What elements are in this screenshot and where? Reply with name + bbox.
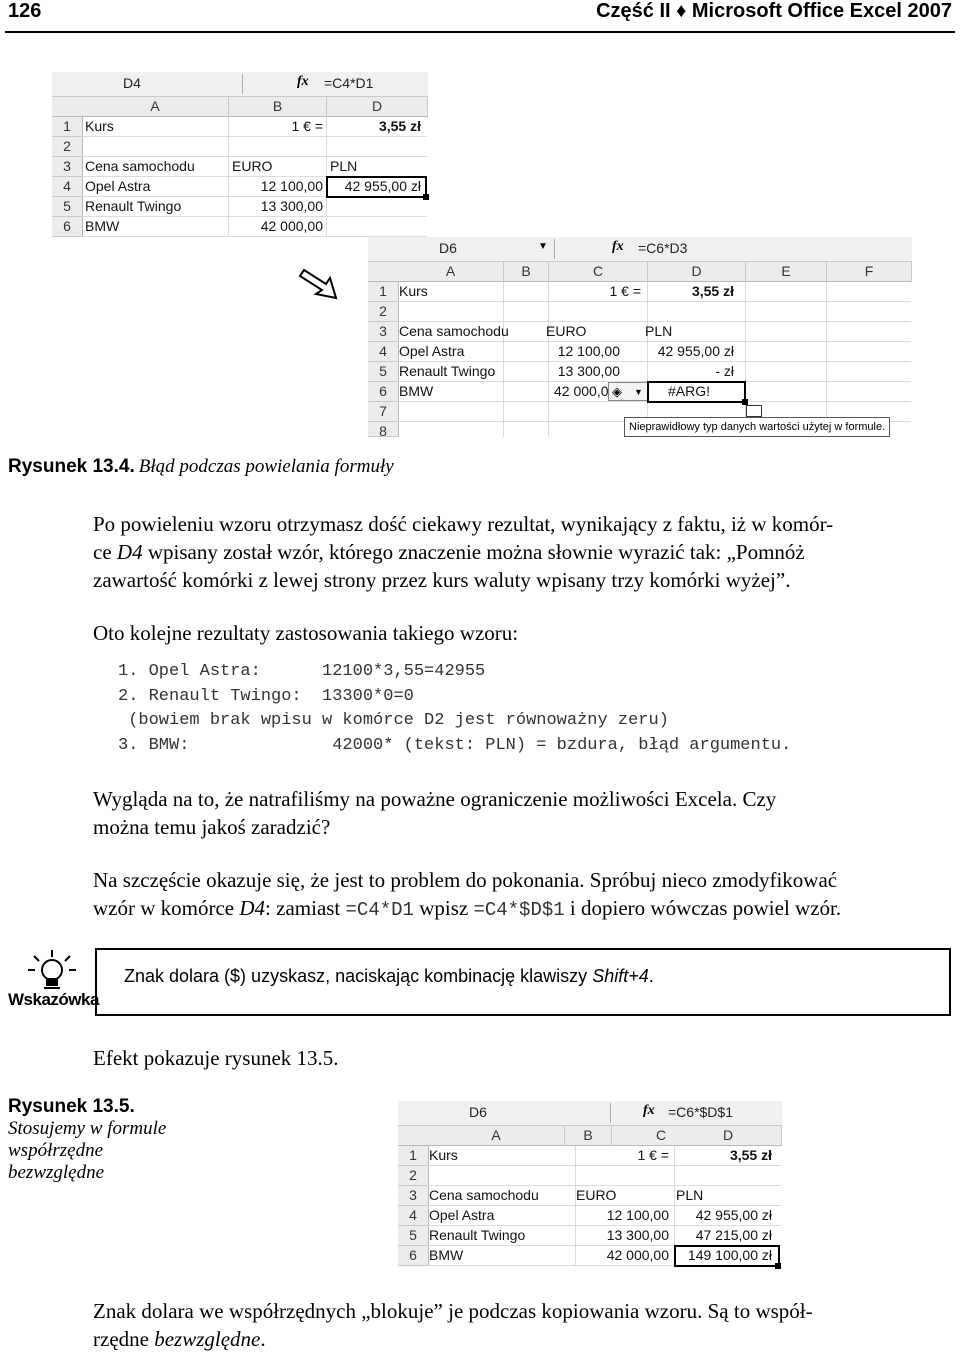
row-header: 2 <box>368 302 399 322</box>
row-header: 2 <box>52 137 83 157</box>
cell-a4: Opel Astra <box>399 343 465 359</box>
row-header: 7 <box>368 402 399 422</box>
figure-label: Rysunek 13.5. <box>8 1096 135 1117</box>
name-box: D6 <box>469 1104 487 1120</box>
row-header: 3 <box>368 322 399 342</box>
text-span: . <box>648 966 654 986</box>
warning-icon: ◈ <box>612 384 622 399</box>
row-header: 1 <box>398 1146 429 1166</box>
figure-caption-text: Błąd podczas powielania formuły <box>138 456 394 477</box>
formula-separator <box>554 239 555 259</box>
page-number: 126 <box>8 0 42 22</box>
cell-reference: D4 <box>116 540 143 564</box>
cell-a1: Kurs <box>399 283 428 299</box>
cell-b6: 42 000,00 <box>606 1247 669 1263</box>
text-line <box>93 1325 953 1353</box>
formula-text: =C6*$D$1 <box>668 1104 733 1120</box>
name-box: D4 <box>123 75 141 91</box>
text-line: można temu jakoś zaradzić? <box>93 815 331 839</box>
formula-separator <box>242 74 243 94</box>
cell-a6: BMW <box>429 1247 464 1263</box>
cell-c4: 42 955,00 zł <box>695 1207 772 1223</box>
cell-b5: 13 300,00 <box>557 363 620 379</box>
column-header: F <box>827 262 912 282</box>
fx-icon: fx <box>643 1103 655 1118</box>
selected-cell-d6 <box>647 381 746 403</box>
row-header: 1 <box>52 117 83 137</box>
cell-c1: 1 € = <box>609 283 641 299</box>
cell-c6: 149 100,00 zł <box>687 1247 772 1263</box>
column-header: B <box>504 262 549 282</box>
cell-c3: PLN <box>645 323 673 339</box>
column-header: E <box>746 262 827 282</box>
cell-a3: Cena samochodu <box>399 323 509 339</box>
spreadsheet-figure-3 <box>398 1101 782 1267</box>
cell-d6: #ARG! <box>668 383 711 399</box>
formula-separator <box>610 1103 611 1123</box>
cell-c1: 1 € = <box>637 1147 669 1163</box>
fill-handle <box>423 194 429 200</box>
cell-a1: Kurs <box>85 118 114 134</box>
name-box-dropdown-icon[interactable]: ▼ <box>538 241 548 252</box>
row-header: 4 <box>368 342 399 362</box>
corner-cell <box>368 262 399 282</box>
row-header: 3 <box>52 157 83 177</box>
paragraph-4 <box>93 866 953 924</box>
header-rule <box>5 31 955 33</box>
cell-b3: EURO <box>232 158 273 174</box>
formula-text: =C6*D3 <box>638 240 688 256</box>
column-header: B <box>229 97 327 117</box>
code-line: (bowiem brak wpisu w komórce D2 jest równoważny zeru) <box>118 711 669 730</box>
cell-b4: 12 100,00 <box>557 343 620 359</box>
autofill-options-icon[interactable] <box>746 405 762 417</box>
corner-cell <box>398 1126 429 1146</box>
cell-a6: BMW <box>399 383 434 399</box>
cell-a5: Renault Twingo <box>85 198 182 214</box>
corner-cell <box>52 97 83 117</box>
column-header: A <box>398 262 504 282</box>
text-span: : zamiast <box>265 896 346 920</box>
error-warning-button[interactable] <box>608 382 648 401</box>
column-header: B <box>565 1126 612 1146</box>
arrow-icon <box>296 262 344 304</box>
text-span: ce <box>93 540 117 564</box>
column-header: D <box>648 262 746 282</box>
tip-icon-group <box>8 948 99 1016</box>
figure-caption-1 <box>8 456 394 478</box>
cell-d1: 3,55 zł <box>691 283 734 299</box>
shortcut-keys: Shift+4 <box>592 966 649 986</box>
chevron-down-icon: ▼ <box>634 387 643 397</box>
cell-c1: 1 € = <box>291 118 323 134</box>
cell-c4: 42 955,00 zł <box>344 178 421 194</box>
cell-a4: Opel Astra <box>85 178 151 194</box>
paragraph-5: Efekt pokazuje rysunek 13.5. <box>93 1046 339 1070</box>
row-header: 8 <box>368 422 399 437</box>
lightbulb-icon <box>22 948 82 992</box>
row-header: 6 <box>368 382 399 402</box>
text-line: Na szczęście okazuje się, że jest to problem do pokonania. Spróbuj nieco zmodyfikować <box>93 868 838 892</box>
cell-d1: 3,55 zł <box>378 118 421 134</box>
figure-label: Rysunek 13.4. <box>8 456 135 477</box>
text-line: Po powieleniu wzoru otrzymasz dość ciekawy rezultat, wynikający z faktu, iż w komór- <box>93 512 834 536</box>
row-header: 5 <box>368 362 399 382</box>
row-header: 6 <box>398 1246 429 1266</box>
spreadsheet-figure-2 <box>368 237 912 437</box>
paragraph-6 <box>93 1297 953 1353</box>
formula-text: =C4*D1 <box>324 75 374 91</box>
figure-caption-text: współrzędne <box>8 1140 103 1161</box>
running-title: Część II ♦ Microsoft Office Excel 2007 <box>596 0 952 22</box>
cell-a3: Cena samochodu <box>429 1187 539 1203</box>
code-inline: =C4*$D$1 <box>473 899 565 921</box>
row-header: 1 <box>368 282 399 302</box>
text-span: wzór w komórce <box>93 896 240 920</box>
column-header: D <box>675 1126 782 1146</box>
cell-b6: 42 000,00 <box>260 218 323 234</box>
text-line <box>93 894 953 924</box>
text-line: Wygląda na to, że natrafiliśmy na poważne ograniczenie możliwości Excela. Czy <box>93 787 777 811</box>
row-header: 5 <box>52 197 83 217</box>
row-header: 2 <box>398 1166 429 1186</box>
text-span: i dopiero wówczas powiel wzór. <box>564 896 842 920</box>
tip-text: Znak dolara ($) uzyskasz, naciskając kombinację klawiszy <box>124 966 593 986</box>
selected-cell-d4 <box>326 176 427 198</box>
cell-c5: 47 215,00 zł <box>695 1227 772 1243</box>
row-header: 6 <box>52 217 83 237</box>
cell-a5: Renault Twingo <box>399 363 496 379</box>
cell-a5: Renault Twingo <box>429 1227 526 1243</box>
text-span: . <box>260 1327 266 1351</box>
code-inline: =C4*D1 <box>345 899 414 921</box>
figure-caption-text: bezwzględne <box>8 1162 105 1183</box>
figure-caption-2 <box>8 1096 166 1184</box>
figure-caption-text: Stosujemy w formule <box>8 1118 167 1139</box>
row-header: 5 <box>398 1226 429 1246</box>
text-span: rzędne <box>93 1327 155 1351</box>
spreadsheet-figure-1 <box>52 72 428 238</box>
cell-b5: 13 300,00 <box>606 1227 669 1243</box>
cell-reference: D4 <box>239 896 266 920</box>
cell-b3: EURO <box>576 1187 617 1203</box>
code-block <box>118 660 791 758</box>
cell-d1: 3,55 zł <box>729 1147 772 1163</box>
column-header: A <box>82 97 229 117</box>
paragraph-2: Oto kolejne rezultaty zastosowania takiego wzoru: <box>93 621 519 645</box>
cell-b5: 13 300,00 <box>260 198 323 214</box>
row-header: 3 <box>398 1186 429 1206</box>
fx-icon: fx <box>297 74 309 89</box>
tip-label: Wskazówka <box>8 990 99 1009</box>
cell-c3: PLN <box>330 158 358 174</box>
paragraph-3 <box>93 785 953 841</box>
cell-a6: BMW <box>85 218 120 234</box>
column-header: A <box>428 1126 565 1146</box>
text-span: wpisz <box>413 896 474 920</box>
column-header: D <box>327 97 428 117</box>
code-line: 1. Opel Astra: 12100*3,55=42955 <box>118 662 486 681</box>
cell-c4: 42 955,00 zł <box>657 343 734 359</box>
cell-a4: Opel Astra <box>429 1207 495 1223</box>
text-span: wpisany został wzór, którego znaczenie można słownie wyrazić tak: „Pomnóż <box>142 540 805 564</box>
cell-a1: Kurs <box>429 1147 458 1163</box>
cell-b3: EURO <box>546 323 587 339</box>
cell-b4: 12 100,00 <box>260 178 323 194</box>
fill-handle <box>775 1263 781 1269</box>
tip-box <box>95 948 951 1016</box>
error-tooltip: Nieprawidłowy typ danych wartości użytej w formule. <box>624 417 890 437</box>
text-line: Znak dolara we współrzędnych „blokuje” je podczas kopiowania wzoru. Są to współ- <box>93 1299 813 1323</box>
cell-c5: - zł <box>715 363 734 379</box>
column-header: C <box>549 262 648 282</box>
code-line: 3. BMW: 42000* (tekst: PLN) = bzdura, błąd argumentu. <box>118 735 792 755</box>
selected-cell-d6 <box>674 1245 780 1267</box>
emphasis: bezwzględne <box>154 1327 261 1351</box>
cell-a3: Cena samochodu <box>85 158 195 174</box>
code-line: 2. Renault Twingo: 13300*0=0 <box>118 686 414 706</box>
cell-b6: 42 000,0 <box>554 383 609 399</box>
paragraph-1 <box>93 510 953 594</box>
cell-c3: PLN <box>676 1187 704 1203</box>
text-line: zawartość komórki z lewej strony przez kurs waluty wpisany trzy komórki wyżej”. <box>93 568 791 592</box>
name-box: D6 <box>439 240 457 256</box>
row-header: 4 <box>52 177 83 197</box>
cell-b4: 12 100,00 <box>606 1207 669 1223</box>
fx-icon: fx <box>612 239 624 254</box>
text-line <box>93 538 953 566</box>
column-header: C <box>612 1126 711 1146</box>
row-header: 4 <box>398 1206 429 1226</box>
